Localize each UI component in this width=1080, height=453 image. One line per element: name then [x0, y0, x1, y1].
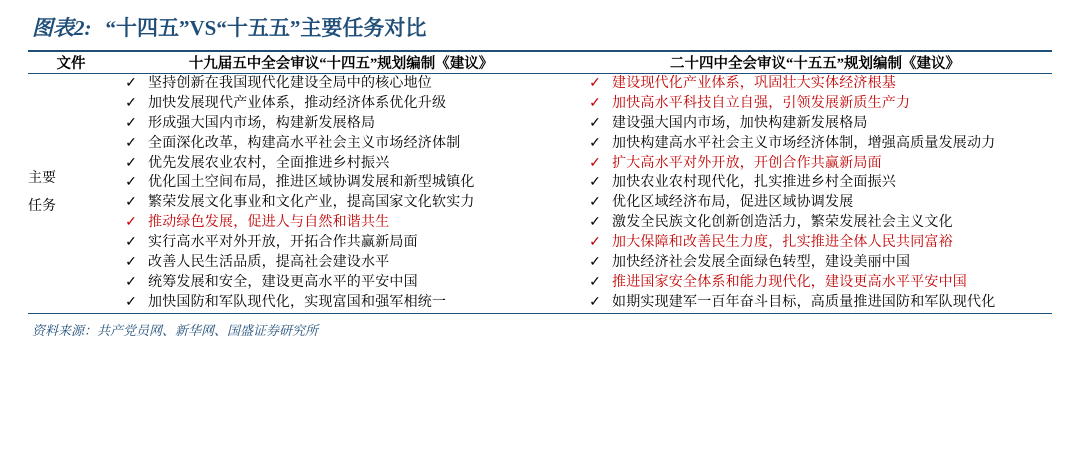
table-row	[28, 293, 1052, 313]
row-spacer	[568, 154, 578, 174]
left-item-text: 实行高水平对外开放，开拓合作共赢新局面	[148, 235, 418, 250]
check-icon: ✓	[125, 76, 137, 91]
row-spacer	[568, 74, 578, 94]
column-header-file: 文件	[56, 56, 86, 72]
right-item-text: 激发全民族文化创新创造活力，繁荣发展社会主义文化	[612, 215, 953, 231]
check-icon: ✓	[589, 115, 601, 131]
table-header-row	[28, 52, 1052, 73]
row-spacer	[568, 173, 578, 193]
table-row	[28, 173, 1052, 193]
check-icon: ✓	[589, 274, 601, 290]
check-icon: ✓	[125, 235, 137, 250]
table-row	[28, 233, 1052, 253]
check-icon: ✓	[125, 294, 137, 310]
right-item-text: 扩大高水平对外开放，开创合作共赢新局面	[612, 155, 882, 171]
check-icon: ✓	[589, 215, 601, 231]
row-spacer	[568, 213, 578, 233]
comparison-rows	[28, 74, 1052, 313]
comparison-body	[28, 74, 1052, 313]
right-item-text: 推进国家安全体系和能力现代化，建设更高水平平安中国	[612, 274, 967, 290]
row-spacer	[568, 94, 578, 114]
check-icon: ✓	[125, 254, 137, 270]
check-icon: ✓	[125, 195, 137, 211]
left-item-text: 坚持创新在我国现代化建设全局中的核心地位	[148, 76, 432, 91]
row-spacer	[568, 233, 578, 253]
row-spacer	[568, 293, 578, 313]
comparison-table	[28, 52, 1052, 73]
right-item-text: 加大保障和改善民生力度，扎实推进全体人民共同富裕	[612, 235, 953, 250]
check-icon: ✓	[125, 155, 137, 171]
row-spacer	[568, 273, 578, 293]
table-row	[28, 94, 1052, 114]
table-row	[28, 273, 1052, 293]
check-icon: ✓	[589, 135, 601, 151]
figure-label: 图表2:	[32, 16, 92, 40]
left-item-text: 形成强大国内市场，构建新发展格局	[148, 115, 376, 131]
check-icon: ✓	[589, 254, 601, 270]
check-icon: ✓	[125, 115, 137, 131]
check-icon: ✓	[125, 175, 137, 191]
check-icon: ✓	[589, 195, 601, 211]
left-item-text: 优化国土空间布局，推进区域协调发展和新型城镇化	[148, 175, 475, 191]
table-row	[28, 154, 1052, 174]
check-icon: ✓	[125, 215, 137, 231]
table-row	[28, 74, 1052, 94]
table-row	[28, 134, 1052, 154]
check-icon: ✓	[125, 274, 137, 290]
left-item-text: 改善人民生活品质，提高社会建设水平	[148, 254, 390, 270]
column-header-left: 十九届五中全会审议“十四五”规划编制《建议》	[188, 56, 494, 72]
left-item-text: 推动绿色发展，促进人与自然和谐共生	[148, 215, 390, 231]
check-icon: ✓	[125, 95, 137, 111]
table-row	[28, 213, 1052, 233]
source-note: 资料来源：共产党员网、新华网、国盛证券研究所	[32, 322, 319, 338]
column-header-right: 二十四中全会审议“十五五”规划编制《建议》	[670, 56, 960, 72]
left-item-text: 繁荣发展文化事业和文化产业，提高国家文化软实力	[148, 195, 475, 211]
table-row	[28, 193, 1052, 213]
check-icon: ✓	[589, 76, 601, 91]
right-item-text: 加快构建高水平社会主义市场经济体制，增强高质量发展动力	[612, 135, 996, 151]
left-item-text: 加快国防和军队现代化，实现富国和强军相统一	[148, 294, 447, 310]
figure-title-row	[24, 0, 1056, 48]
page-title: “十四五”VS“十五五”主要任务对比	[105, 16, 427, 40]
right-item-text: 建设强大国内市场，加快构建新发展格局	[612, 115, 868, 131]
row-group-label-line-2: 任务	[28, 199, 56, 215]
row-group-label	[28, 74, 114, 313]
left-item-text: 优先发展农业农村，全面推进乡村振兴	[148, 155, 390, 171]
check-icon: ✓	[589, 155, 601, 171]
check-icon: ✓	[125, 135, 137, 151]
right-item-text: 如期实现建军一百年奋斗目标，高质量推进国防和军队现代化	[612, 294, 996, 310]
row-spacer	[568, 134, 578, 154]
right-item-text: 加快经济社会发展全面绿色转型，建设美丽中国	[612, 254, 911, 270]
left-item-text: 统筹发展和安全，建设更高水平的平安中国	[148, 274, 418, 290]
right-item-text: 加快高水平科技自立自强，引领发展新质生产力	[612, 95, 911, 111]
right-item-text: 优化区域经济布局，促进区域协调发展	[612, 195, 854, 211]
check-icon: ✓	[589, 175, 601, 191]
table-row	[28, 114, 1052, 134]
left-item-text: 全面深化改革，构建高水平社会主义市场经济体制	[148, 135, 461, 151]
right-item-text: 建设现代化产业体系，巩固壮大实体经济根基	[612, 76, 896, 91]
check-icon: ✓	[589, 95, 601, 111]
right-item-text: 加快农业农村现代化，扎实推进乡村全面振兴	[612, 175, 896, 191]
header-spacer	[568, 52, 578, 73]
row-spacer	[568, 114, 578, 134]
row-spacer	[568, 193, 578, 213]
row-group-label-line-1: 主要	[28, 171, 56, 187]
check-icon: ✓	[589, 235, 601, 250]
table-row	[28, 253, 1052, 273]
row-spacer	[568, 253, 578, 273]
left-item-text: 加快发展现代产业体系，推动经济体系优化升级	[148, 95, 447, 111]
check-icon: ✓	[589, 294, 601, 310]
